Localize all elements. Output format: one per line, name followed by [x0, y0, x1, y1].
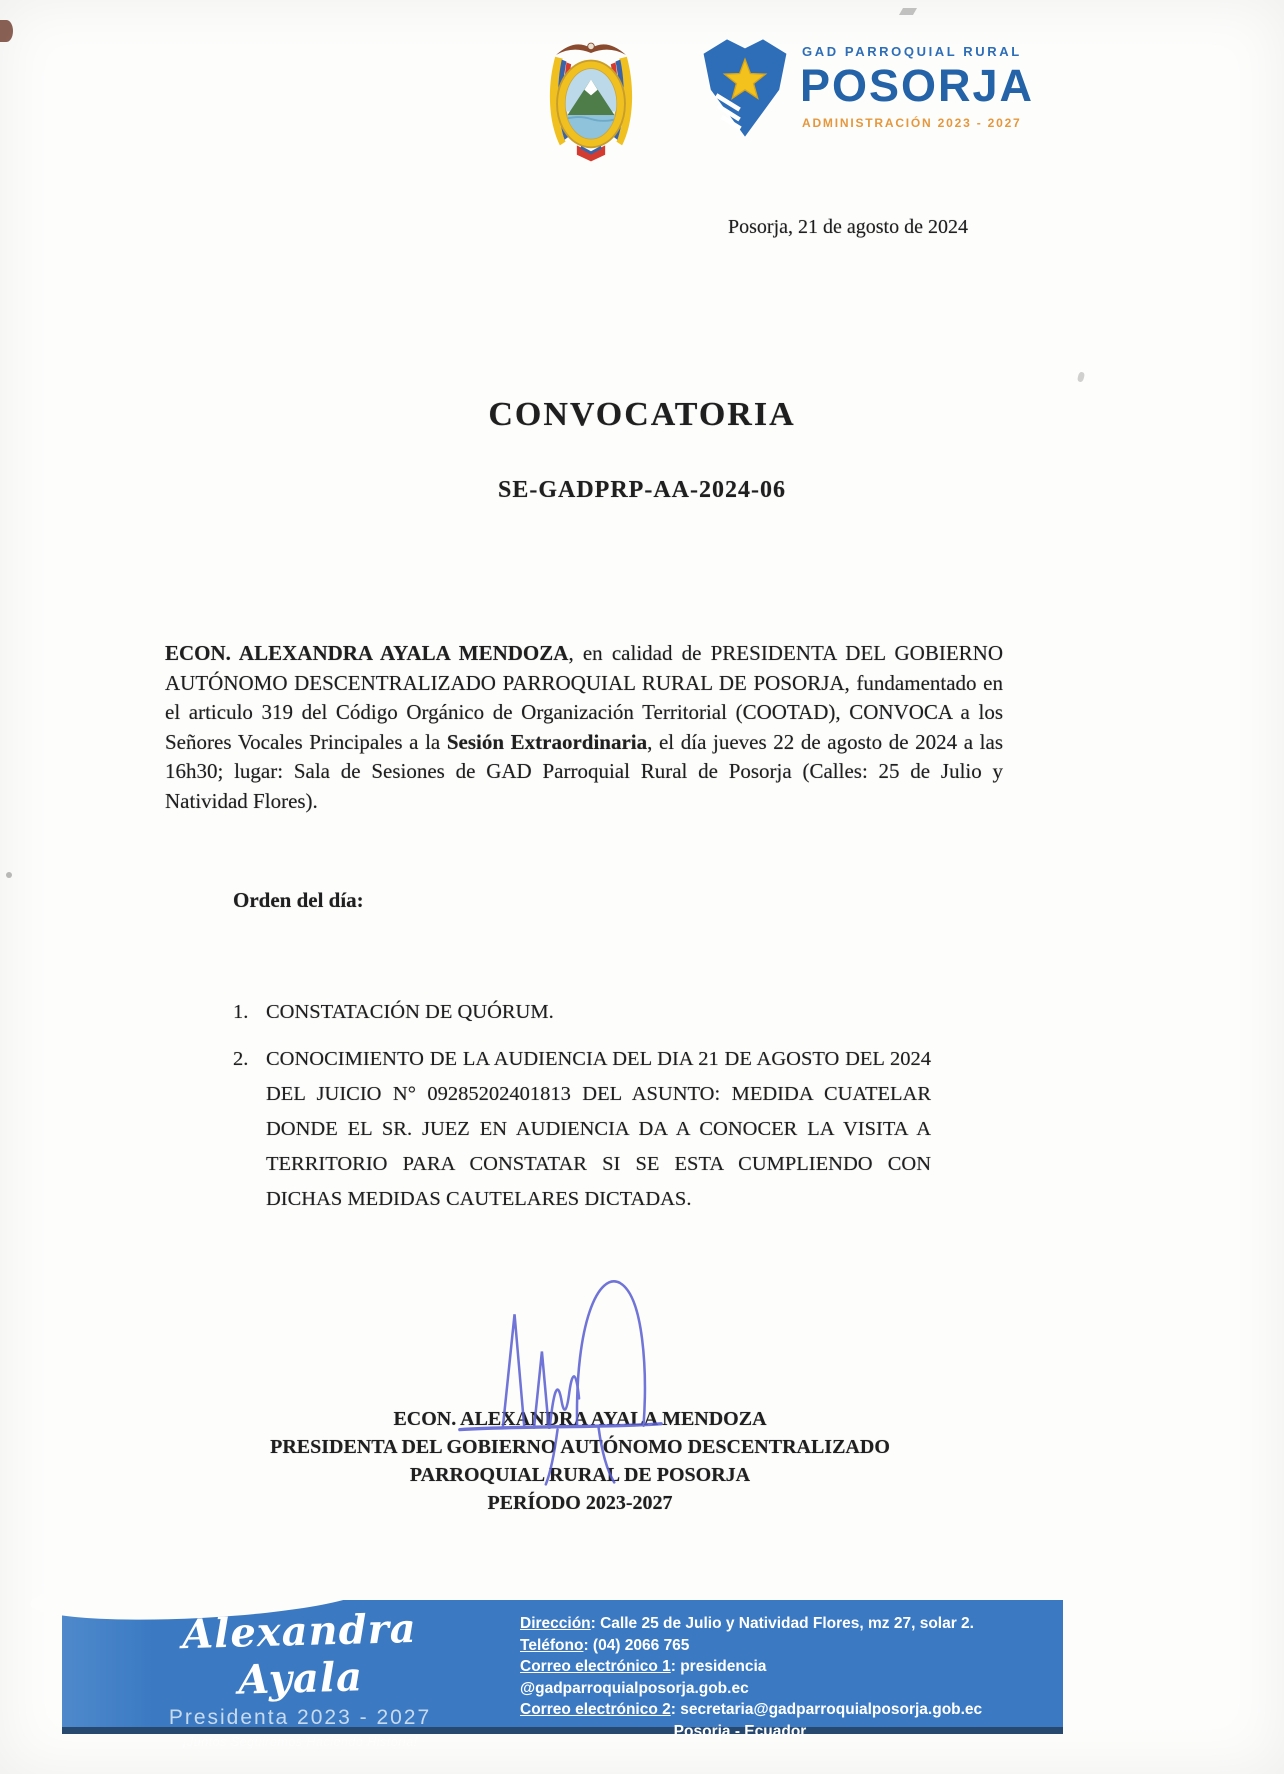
agenda-item-text: CONSTATACIÓN DE QUÓRUM. [266, 1001, 554, 1023]
signatory-period: PERÍODO 2023-2027 [487, 1492, 673, 1514]
contact-address-label: Dirección [520, 1615, 591, 1632]
footer-slogan: ¡Juntos Seguiremos Haciendo Historia! [182, 1735, 418, 1749]
contact-email1-label: Correo electrónico 1 [520, 1658, 671, 1675]
footer-president-name: Alexandra Ayala [181, 1604, 418, 1704]
scan-artifact [1077, 371, 1085, 382]
logo-org-type: GAD PARROQUIAL RURAL [802, 44, 1022, 59]
contact-email-1 [520, 1656, 990, 1699]
date-line: Posorja, 21 de agosto de 2024 [728, 216, 968, 238]
contact-email1-value: : presidencia @gadparroquialposorja.gob.ec [520, 1658, 767, 1697]
signatory-role-line1: PRESIDENTA DEL GOBIERNO AUTÓNOMO DESCENTRALIZADO [270, 1436, 890, 1458]
contact-address-value: : Calle 25 de Julio y Natividad Flores, mz 27, solar 2. [590, 1615, 974, 1632]
contact-phone [520, 1635, 990, 1657]
intro-paragraph [165, 639, 1003, 816]
document-code: SE-GADPRP-AA-2024-06 [498, 477, 786, 503]
ecuador-coat-of-arms-icon [538, 36, 644, 168]
logo-administration: ADMINISTRACIÓN 2023 - 2027 [802, 116, 1022, 130]
scan-artifact [0, 20, 13, 42]
signature-block [160, 1405, 1000, 1517]
contact-email-2 [520, 1699, 990, 1721]
posorja-logo [700, 30, 1080, 160]
agenda-item-1 [233, 998, 933, 1026]
intro-presidenta-name: ECON. ALEXANDRA AYALA MENDOZA [165, 641, 569, 665]
scan-artifact [6, 872, 12, 878]
signatory-name: ECON. ALEXANDRA AYALA MENDOZA [393, 1408, 767, 1430]
contact-email2-label: Correo electrónico 2 [520, 1701, 671, 1718]
footer-contact-block [520, 1613, 990, 1742]
agenda-list [233, 998, 933, 1233]
agenda-item-text: CONOCIMIENTO DE LA AUDIENCIA DEL DIA 21 DE AGOSTO DEL 2024 DEL JUICIO N° 09285202401813 DEL ASUNTO: MEDIDA CUATELAR DONDE EL SR. JUEZ EN AUDIENCIA DA A CONOCER LA VISITA A TERRITORIO PARA CONSTATAR SI SE ESTA CUMPLIENDO CON DICHAS MEDIDAS CAUTELARES DICTADAS. [266, 1048, 931, 1210]
contact-email2-value: : secretaria@gadparroquialposorja.gob.ec [670, 1701, 983, 1718]
agenda-item-2 [233, 1042, 933, 1217]
signatory-role-line2: PARROQUIAL RURAL DE POSORJA [409, 1464, 751, 1486]
agenda-heading: Orden del día: [233, 888, 364, 912]
intro-text-1: , en calidad de PRESIDENTA DEL GOBIERNO AUTÓNOMO DESCENTRALIZADO PARROQUIAL RURAL DE POSORJA, fundamentado en el articulo 319 del Código Orgánico de Organización Territorial (COOTAD), CONVOCA a los Señores Vocales Principales a la [165, 641, 1003, 754]
intro-session-type: Sesión Extraordinaria [446, 729, 648, 754]
logo-org-name: POSORJA [800, 60, 1035, 111]
contact-phone-label: Teléfono [520, 1636, 584, 1654]
scan-artifact [899, 8, 917, 15]
agenda-item-number: 1. [233, 1001, 249, 1023]
footer-president-block [120, 1604, 480, 1749]
document-title: CONVOCATORIA [488, 396, 796, 433]
agenda-item-number: 2. [233, 1048, 249, 1070]
contact-phone-value: : (04) 2066 765 [583, 1636, 690, 1654]
contact-address [520, 1613, 990, 1635]
footer-location: Posorja - Ecuador [673, 1722, 807, 1740]
intro-text-2: , el día jueves 22 de agosto de 2024 a las 16h30; lugar: Sala de Sesiones de GAD Parroquial Rural de Posorja (Calles: 25 de Julio y Natividad Flores). [165, 729, 1003, 813]
footer-president-role: Presidenta 2023 - 2027 [168, 1706, 432, 1729]
posorja-badge-icon [700, 32, 790, 144]
